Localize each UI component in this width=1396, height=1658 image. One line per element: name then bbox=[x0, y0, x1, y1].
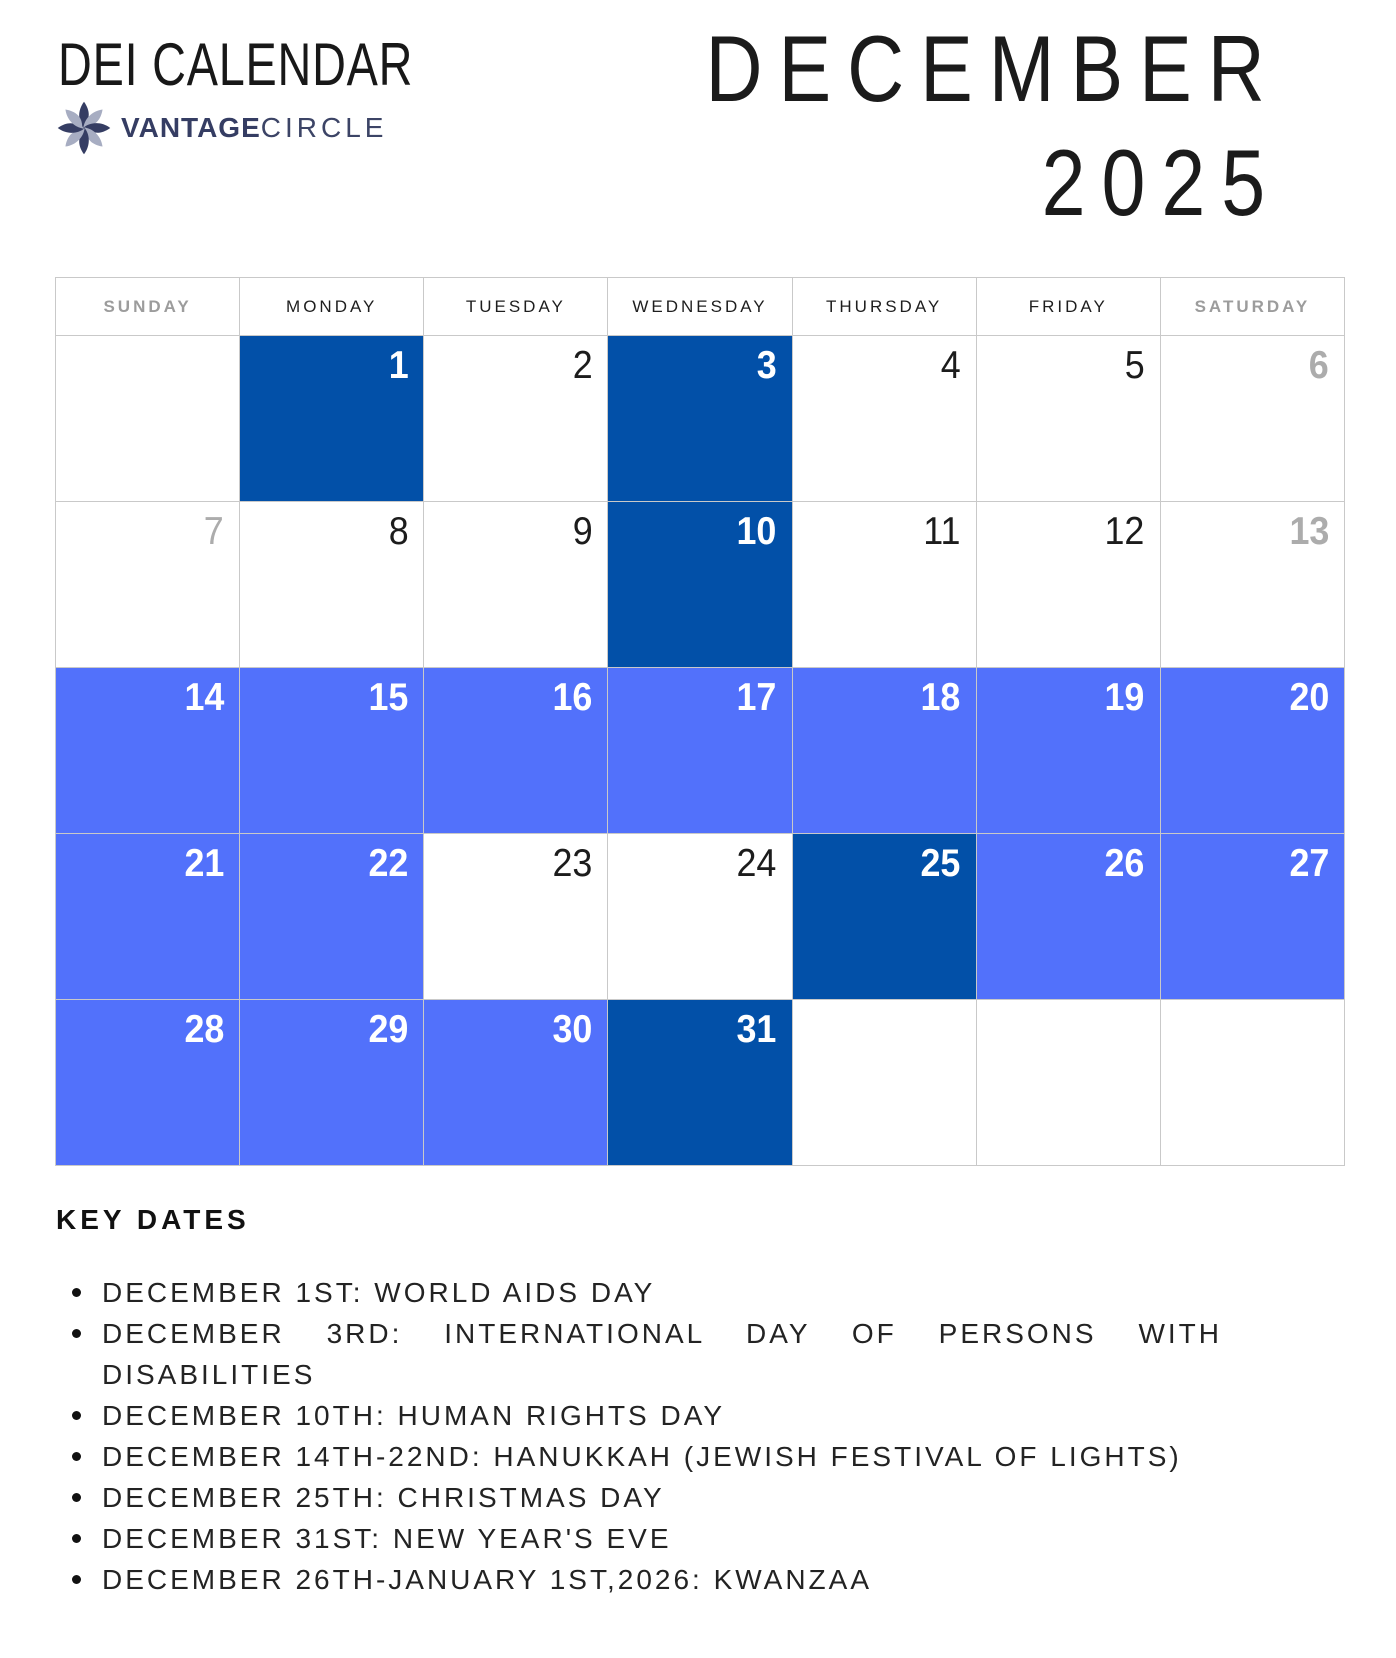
day-number: 11 bbox=[923, 510, 961, 553]
day-number: 5 bbox=[1124, 344, 1145, 387]
day-cell-empty bbox=[977, 1000, 1161, 1166]
key-date-item: DECEMBER 1ST: WORLD AIDS DAY bbox=[56, 1272, 1222, 1313]
day-cell-16 bbox=[424, 668, 608, 834]
weekday-header-tuesday bbox=[424, 278, 608, 336]
weekday-header-sunday bbox=[56, 278, 240, 336]
day-number: 18 bbox=[920, 676, 961, 719]
day-cell-14 bbox=[56, 668, 240, 834]
day-number: 30 bbox=[552, 1008, 593, 1051]
year-title: 2025 bbox=[1041, 130, 1281, 235]
day-cell-7 bbox=[56, 502, 240, 668]
day-number: 28 bbox=[184, 1008, 225, 1051]
day-cell-5 bbox=[977, 336, 1161, 502]
weekday-label: THURSDAY bbox=[826, 296, 943, 316]
day-cell-9 bbox=[424, 502, 608, 668]
key-date-item: DECEMBER 31ST: NEW YEAR'S EVE bbox=[56, 1518, 1222, 1559]
day-number: 6 bbox=[1309, 344, 1329, 387]
day-cell-3 bbox=[608, 336, 792, 502]
key-dates-list bbox=[56, 1272, 1222, 1600]
day-cell-4 bbox=[793, 336, 977, 502]
day-number: 14 bbox=[184, 676, 225, 719]
day-cell-empty bbox=[56, 336, 240, 502]
day-number: 27 bbox=[1289, 842, 1329, 885]
key-date-item: DECEMBER 14TH-22ND: HANUKKAH (JEWISH FESTIVAL OF LIGHTS) bbox=[56, 1436, 1222, 1477]
day-cell-30 bbox=[424, 1000, 608, 1166]
day-number: 23 bbox=[552, 842, 593, 885]
day-number: 15 bbox=[368, 676, 409, 719]
day-cell-29 bbox=[240, 1000, 424, 1166]
month-year-title bbox=[596, 16, 1281, 254]
day-number: 21 bbox=[184, 842, 225, 885]
weekday-label: WEDNESDAY bbox=[632, 296, 768, 316]
day-number: 12 bbox=[1104, 510, 1145, 553]
day-number: 4 bbox=[940, 344, 961, 387]
day-cell-23 bbox=[424, 834, 608, 1000]
weekday-header-saturday bbox=[1161, 278, 1345, 336]
key-date-item: DECEMBER 25TH: CHRISTMAS DAY bbox=[56, 1477, 1222, 1518]
day-number: 29 bbox=[368, 1008, 409, 1051]
vantage-circle-logo bbox=[54, 98, 387, 158]
day-number: 1 bbox=[388, 344, 409, 387]
day-cell-27 bbox=[1161, 834, 1345, 1000]
weekday-label: MONDAY bbox=[286, 296, 378, 316]
key-date-item: DECEMBER 3RD: INTERNATIONAL DAY OF PERSONS WITH DISABILITIES bbox=[56, 1313, 1222, 1395]
key-dates-heading: KEY DATES bbox=[56, 1204, 250, 1235]
day-cell-11 bbox=[793, 502, 977, 668]
weekday-header-friday bbox=[977, 278, 1161, 336]
day-cell-22 bbox=[240, 834, 424, 1000]
logo-wordmark bbox=[121, 112, 387, 144]
day-cell-20 bbox=[1161, 668, 1345, 834]
day-cell-28 bbox=[56, 1000, 240, 1166]
day-cell-21 bbox=[56, 834, 240, 1000]
day-number: 24 bbox=[736, 842, 777, 885]
pinwheel-star-icon bbox=[54, 98, 114, 158]
day-cell-empty bbox=[793, 1000, 977, 1166]
key-date-item: DECEMBER 26TH-JANUARY 1ST,2026: KWANZAA bbox=[56, 1559, 1222, 1600]
logo-word-vantage: VANTAGE bbox=[121, 112, 261, 143]
weekday-header-thursday bbox=[793, 278, 977, 336]
day-cell-empty bbox=[1161, 1000, 1345, 1166]
day-number: 9 bbox=[572, 510, 593, 553]
day-cell-24 bbox=[608, 834, 792, 1000]
day-number: 13 bbox=[1289, 510, 1329, 553]
day-number: 7 bbox=[204, 510, 225, 553]
key-dates-section bbox=[56, 1204, 1266, 1600]
day-cell-13 bbox=[1161, 502, 1345, 668]
weekday-label: FRIDAY bbox=[1028, 296, 1108, 316]
day-number: 17 bbox=[736, 676, 777, 719]
day-cell-15 bbox=[240, 668, 424, 834]
day-number: 3 bbox=[756, 344, 777, 387]
day-number: 19 bbox=[1104, 676, 1145, 719]
day-number: 16 bbox=[552, 676, 593, 719]
weekday-header-monday bbox=[240, 278, 424, 336]
day-number: 31 bbox=[736, 1008, 777, 1051]
day-cell-31 bbox=[608, 1000, 792, 1166]
weekday-label: SATURDAY bbox=[1194, 296, 1311, 316]
weekday-label: TUESDAY bbox=[465, 296, 566, 316]
day-number: 25 bbox=[920, 842, 961, 885]
day-cell-12 bbox=[977, 502, 1161, 668]
page-title: DEI CALENDAR bbox=[58, 31, 414, 98]
month-title: DECEMBER bbox=[705, 16, 1281, 121]
day-number: 10 bbox=[736, 510, 777, 553]
day-cell-1 bbox=[240, 336, 424, 502]
day-cell-2 bbox=[424, 336, 608, 502]
weekday-header-wednesday bbox=[608, 278, 792, 336]
day-cell-25 bbox=[793, 834, 977, 1000]
day-cell-8 bbox=[240, 502, 424, 668]
day-cell-19 bbox=[977, 668, 1161, 834]
day-number: 8 bbox=[388, 510, 409, 553]
key-date-item: DECEMBER 10TH: HUMAN RIGHTS DAY bbox=[56, 1395, 1222, 1436]
calendar-grid bbox=[55, 277, 1345, 1166]
day-cell-18 bbox=[793, 668, 977, 834]
day-number: 2 bbox=[572, 344, 593, 387]
logo-word-circle: CIRCLE bbox=[260, 112, 388, 143]
day-number: 20 bbox=[1289, 676, 1329, 719]
day-number: 22 bbox=[368, 842, 409, 885]
day-number: 26 bbox=[1104, 842, 1145, 885]
day-cell-26 bbox=[977, 834, 1161, 1000]
day-cell-6 bbox=[1161, 336, 1345, 502]
day-cell-17 bbox=[608, 668, 792, 834]
day-cell-10 bbox=[608, 502, 792, 668]
weekday-label: SUNDAY bbox=[103, 296, 192, 316]
